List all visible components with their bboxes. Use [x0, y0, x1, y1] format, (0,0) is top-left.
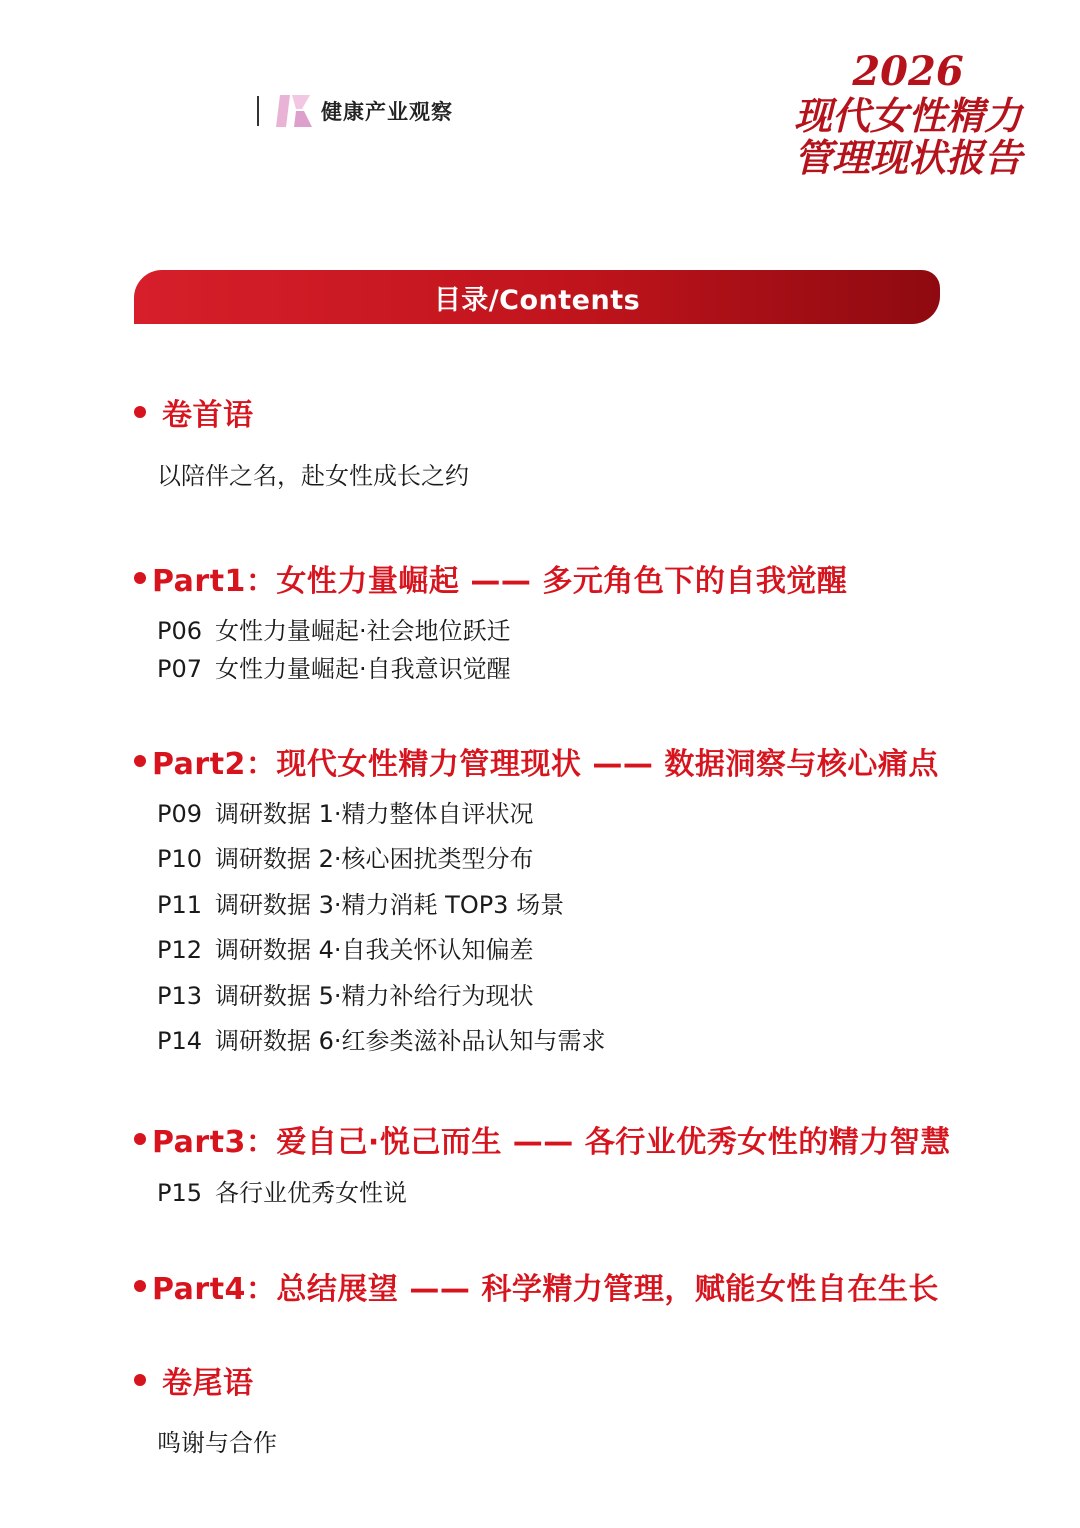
brand-name: 健康产业观察 — [321, 100, 453, 124]
toc-entry[interactable] — [157, 1173, 407, 1208]
section-title: Part2：现代女性精力管理现状 —— 数据洞察与核心痛点 — [152, 747, 939, 782]
toc-entry[interactable] — [157, 1423, 277, 1458]
toc-entry[interactable] — [157, 1021, 606, 1056]
entry-text: 以陪伴之名，赴女性成长之约 — [157, 462, 469, 490]
bullet-icon — [134, 1133, 146, 1145]
toc-section-part2[interactable] — [134, 739, 939, 783]
bullet-icon — [134, 406, 146, 418]
entry-text: 鸣谢与合作 — [157, 1429, 277, 1457]
report-year: 2026 — [852, 48, 964, 95]
section-title: Part1：女性力量崛起 —— 多元角色下的自我觉醒 — [152, 564, 848, 599]
bullet-icon — [134, 1280, 146, 1292]
entry-page: P07 — [157, 655, 203, 683]
entry-text: 调研数据 6·红参类滋补品认知与需求 — [215, 1027, 606, 1055]
toc-section-part3[interactable] — [134, 1117, 951, 1161]
section-title: 卷尾语 — [162, 1366, 254, 1401]
entry-page: P10 — [157, 845, 203, 873]
entry-text: 各行业优秀女性说 — [215, 1179, 407, 1207]
section-title: 卷首语 — [162, 398, 254, 433]
entry-page: P11 — [157, 891, 203, 919]
toc-entry[interactable] — [157, 649, 511, 684]
toc-entry[interactable] — [157, 839, 534, 874]
entry-page: P09 — [157, 800, 203, 828]
toc-entry[interactable] — [157, 611, 511, 646]
entry-page: P14 — [157, 1027, 203, 1055]
contents-banner — [134, 270, 940, 324]
toc-entry[interactable] — [157, 885, 564, 920]
section-title: Part4：总结展望 —— 科学精力管理，赋能女性自在生长 — [152, 1272, 939, 1307]
report-title-line2: 管理现状报告 — [793, 135, 1022, 181]
toc-entry[interactable] — [157, 456, 469, 491]
entry-text: 调研数据 1·精力整体自评状况 — [215, 800, 534, 828]
report-title — [794, 50, 1022, 180]
bullet-icon — [134, 755, 146, 767]
entry-text: 调研数据 3·精力消耗 TOP3 场景 — [215, 891, 565, 919]
bullet-icon — [134, 1374, 146, 1386]
header-divider — [257, 96, 259, 126]
contents-banner-label: 目录/Contents — [433, 284, 641, 316]
toc-section-part1[interactable] — [134, 556, 847, 600]
toc-section-epilogue[interactable] — [134, 1358, 254, 1402]
toc-entry[interactable] — [157, 976, 534, 1011]
toc-entry[interactable] — [157, 930, 534, 965]
entry-page: P13 — [157, 982, 203, 1010]
entry-text: 调研数据 2·核心困扰类型分布 — [215, 845, 534, 873]
entry-text: 调研数据 5·精力补给行为现状 — [215, 982, 534, 1010]
brand-logo-icon — [276, 95, 312, 127]
entry-text: 女性力量崛起·自我意识觉醒 — [215, 655, 511, 683]
entry-text: 调研数据 4·自我关怀认知偏差 — [215, 936, 534, 964]
bullet-icon — [134, 572, 146, 584]
toc-entry[interactable] — [157, 794, 534, 829]
section-title: Part3：爱自己·悦己而生 —— 各行业优秀女性的精力智慧 — [152, 1125, 951, 1160]
toc-section-part4[interactable] — [134, 1264, 939, 1308]
entry-page: P12 — [157, 936, 203, 964]
entry-page: P06 — [157, 617, 203, 645]
page-header — [0, 0, 1080, 230]
report-title-line1: 现代女性精力 — [793, 92, 1022, 138]
toc-section-preface[interactable] — [134, 390, 254, 434]
entry-text: 女性力量崛起·社会地位跃迁 — [215, 617, 511, 645]
entry-page: P15 — [157, 1179, 203, 1207]
